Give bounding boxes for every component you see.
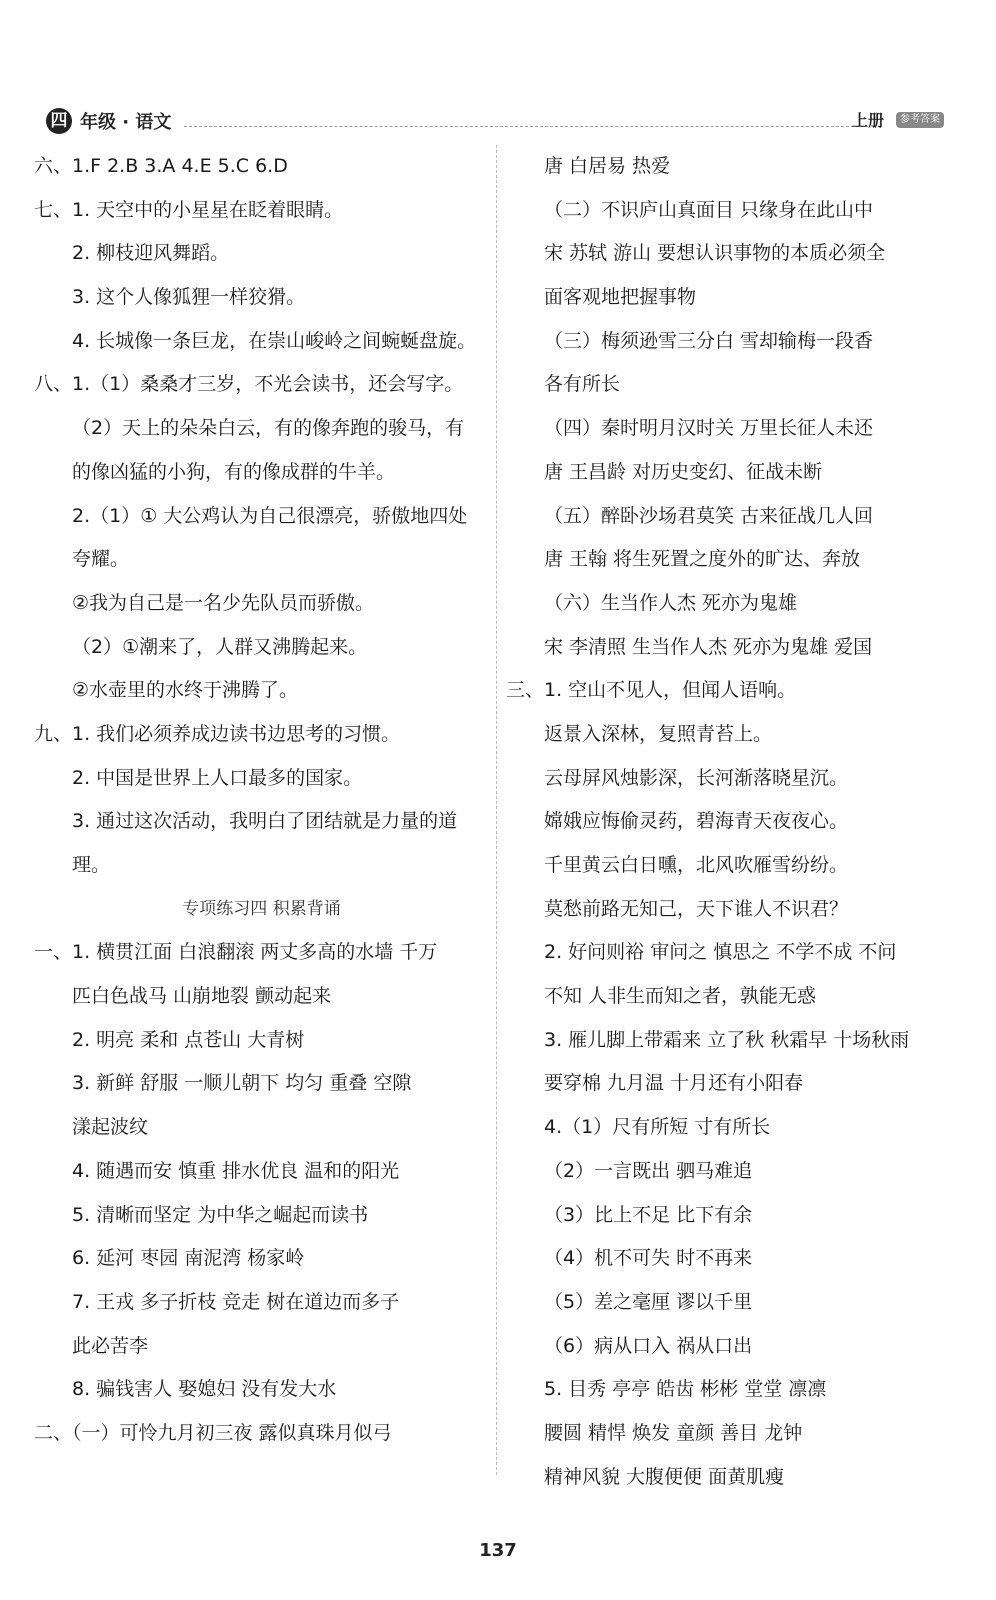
volume-label: 上册 (852, 111, 885, 130)
answer-line: 不知 人非生而知之者，孰能无惑 (544, 985, 817, 1008)
answer-line: 云母屏风烛影深，长河渐落晓星沉。 (544, 766, 849, 789)
answer-line: 4. 随遇而安 慎重 排水优良 温和的阳光 (72, 1159, 400, 1182)
answer-stamp: 参考答案 (896, 112, 944, 128)
answer-line: 宋 苏轼 游山 要想认识事物的本质必须全 (544, 242, 886, 265)
answer-line: 唐 白居易 热爱 (544, 155, 671, 177)
answer-line: 4. 长城像一条巨龙，在崇山峻岭之间蜿蜒盘旋。 (72, 329, 477, 352)
answer-line: ②水壶里的水终于沸腾了。 (72, 679, 299, 702)
answer-line: 宋 李清照 生当作人杰 死亦为鬼雄 爱国 (544, 635, 873, 658)
answer-line: 2. 中国是世界上人口最多的国家。 (72, 766, 363, 789)
answer-line: 理。 (72, 854, 111, 876)
answer-line: 莫愁前路无知己，天下谁人不识君？ (544, 897, 849, 920)
answer-line: 唐 王翰 将生死置之度外的旷达、奔放 (544, 548, 861, 571)
answer-line: 一、1. 横贯江面 白浪翻滚 两丈多高的水墙 千万 (34, 941, 438, 964)
answer-line: 八、1.（1）桑桑才三岁，不光会读书，还会写字。 (34, 373, 464, 396)
answer-line: （2）天上的朵朵白云，有的像奔跑的骏马，有 (72, 417, 465, 440)
answer-line: 8. 骗钱害人 娶媳妇 没有发大水 (72, 1378, 337, 1401)
answer-line: 六、1.F 2.B 3.A 4.E 5.C 6.D (34, 155, 288, 177)
answer-line: 唐 王昌龄 对历史变幻、征战未断 (544, 460, 823, 483)
right-column (506, 145, 976, 1499)
answer-line: 2. 柳枝迎风舞蹈。 (72, 242, 230, 265)
answer-line: 面客观地把握事物 (544, 286, 697, 309)
answer-line: 漾起波纹 (72, 1116, 149, 1139)
answer-line: 匹白色战马 山崩地裂 颤动起来 (72, 985, 332, 1008)
section-title: 专项练习四 积累背诵 (182, 898, 341, 919)
answer-line: （二）不识庐山真面目 只缘身在此山中 (544, 198, 874, 221)
answer-line: 三、1. 空山不见人，但闻人语响。 (506, 679, 797, 702)
grade-badge: 四 (46, 108, 72, 134)
answer-line: 3. 雁儿脚上带霜来 立了秋 秋霜早 十场秋雨 (544, 1028, 910, 1051)
answer-line: 5. 清晰而坚定 为中华之崛起而读书 (72, 1203, 369, 1226)
subject-label: 年级 · 语文 (80, 112, 172, 133)
answer-line: 要穿棉 九月温 十月还有小阳春 (544, 1072, 804, 1095)
answer-line: （2）①潮来了，人群又沸腾起来。 (72, 635, 368, 658)
answer-line: 夸耀。 (72, 548, 130, 571)
answer-line: 此必苦李 (72, 1334, 149, 1357)
answer-line: 6. 延河 枣园 南泥湾 杨家岭 (72, 1247, 305, 1270)
answer-line: （四）秦时明月汉时关 万里长征人未还 (544, 417, 874, 440)
answer-line: 3. 新鲜 舒服 一顺儿朝下 均匀 重叠 空隙 (72, 1072, 412, 1095)
answer-line: 七、1. 天空中的小星星在眨着眼睛。 (34, 198, 344, 221)
answer-line: 精神风貌 大腹便便 面黄肌瘦 (544, 1465, 785, 1488)
answer-line: 2. 明亮 柔和 点苍山 大青树 (72, 1028, 305, 1051)
answer-line: （2）一言既出 驷马难追 (544, 1159, 753, 1182)
answer-line: 腰圆 精悍 焕发 童颜 善目 龙钟 (544, 1421, 803, 1444)
answer-line: （5）差之毫厘 谬以千里 (544, 1290, 753, 1313)
column-divider (496, 145, 497, 1475)
answer-line: 2. 好问则裕 审问之 慎思之 不学不成 不问 (544, 941, 897, 964)
answer-line: （3）比上不足 比下有余 (544, 1203, 753, 1226)
answer-line: 7. 王戎 多子折枝 竞走 树在道边而多子 (72, 1290, 400, 1313)
answer-line: （4）机不可失 时不再来 (544, 1247, 753, 1270)
answer-line: 九、1. 我们必须养成边读书边思考的习惯。 (34, 722, 401, 745)
answer-line: 二、（一）可怜九月初三夜 露似真珠月似弓 (34, 1421, 392, 1444)
answer-line: ②我为自己是一名少先队员而骄傲。 (72, 591, 375, 614)
header-divider (184, 126, 864, 127)
answer-line: 3. 通过这次活动，我明白了团结就是力量的道 (72, 810, 458, 833)
answer-line: 各有所长 (544, 373, 621, 396)
answer-line: 的像凶猛的小狗，有的像成群的牛羊。 (72, 460, 396, 483)
answer-line: 5. 目秀 亭亭 皓齿 彬彬 堂堂 凛凛 (544, 1378, 827, 1401)
answer-line: （六）生当作人杰 死亦为鬼雄 (544, 591, 798, 614)
page-header (34, 100, 974, 134)
answer-line: 千里黄云白日曛，北风吹雁雪纷纷。 (544, 854, 849, 876)
answer-line: 2.（1）① 大公鸡认为自己很漂亮，骄傲地四处 (72, 504, 468, 527)
answer-line: （三）梅须逊雪三分白 雪却输梅一段香 (544, 329, 874, 352)
answer-line: 4.（1）尺有所短 寸有所长 (544, 1116, 771, 1139)
page-number: 137 (479, 1540, 517, 1561)
answer-line: 返景入深林，复照青苔上。 (544, 722, 773, 745)
answer-line: （6）病从口入 祸从口出 (544, 1334, 753, 1357)
answer-line: 嫦娥应悔偷灵药，碧海青天夜夜心。 (544, 810, 849, 833)
answer-line: 3. 这个人像狐狸一样狡猾。 (72, 286, 306, 309)
left-column (34, 145, 489, 1456)
answer-line: （五）醉卧沙场君莫笑 古来征战几人回 (544, 504, 874, 527)
